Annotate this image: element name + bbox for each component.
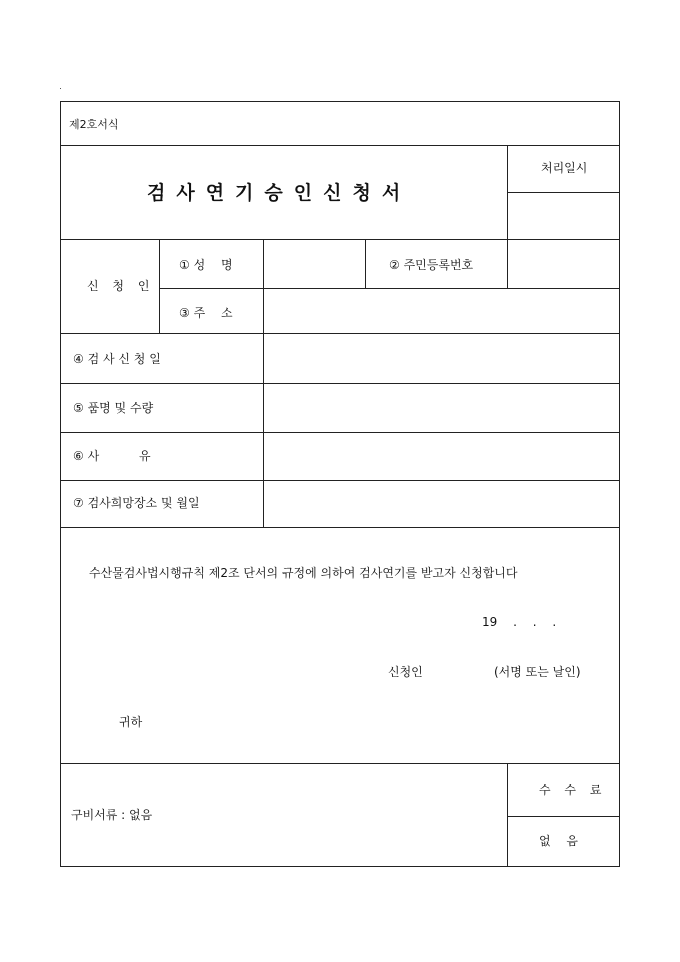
divider [159, 288, 619, 289]
addressee: 귀하 [119, 715, 143, 729]
resident-id-label: ② 주민등록번호 [389, 258, 474, 272]
divider [61, 432, 619, 433]
divider [159, 239, 160, 333]
address-label: ③ 주 소 [179, 306, 233, 320]
applicant-signature-label: 신청인 [388, 665, 423, 679]
form-number: 제2호서식 [69, 118, 119, 131]
divider [365, 239, 366, 288]
divider [507, 763, 508, 866]
reason-label: ⑥ 사 유 [73, 449, 151, 463]
product-quantity-label: ⑤ 품명 및 수량 [73, 401, 154, 415]
divider [507, 239, 508, 288]
divider [61, 239, 619, 240]
place-date-label: ⑦ 검사희망장소 및 월일 [73, 496, 200, 510]
form-title: 검사연기승인신청서 [147, 182, 412, 204]
divider [507, 145, 508, 239]
divider [61, 383, 619, 384]
fee-label: 수 수 료 [539, 783, 607, 797]
stray-dot [60, 88, 61, 89]
application-form [60, 101, 620, 867]
name-label: ① 성 명 [179, 258, 233, 272]
divider [61, 333, 619, 334]
divider [61, 527, 619, 528]
divider [61, 763, 619, 764]
processing-date-label: 처리일시 [541, 161, 588, 175]
divider [507, 816, 619, 817]
divider [263, 239, 264, 527]
required-documents: 구비서류 : 없음 [71, 808, 153, 822]
fee-value: 없 음 [539, 834, 578, 848]
signature-note: (서명 또는 날인) [494, 665, 581, 679]
date-line: 19 . . . [482, 615, 557, 629]
divider [61, 145, 619, 146]
divider [61, 480, 619, 481]
divider [507, 192, 619, 193]
applicant-label: 신 청 인 [87, 279, 155, 293]
statement-text: 수산물검사법시행규칙 제2조 단서의 규정에 의하여 검사연기를 받고자 신청합니다 [89, 566, 518, 580]
inspection-date-label: ④ 검 사 신 청 일 [73, 352, 161, 366]
